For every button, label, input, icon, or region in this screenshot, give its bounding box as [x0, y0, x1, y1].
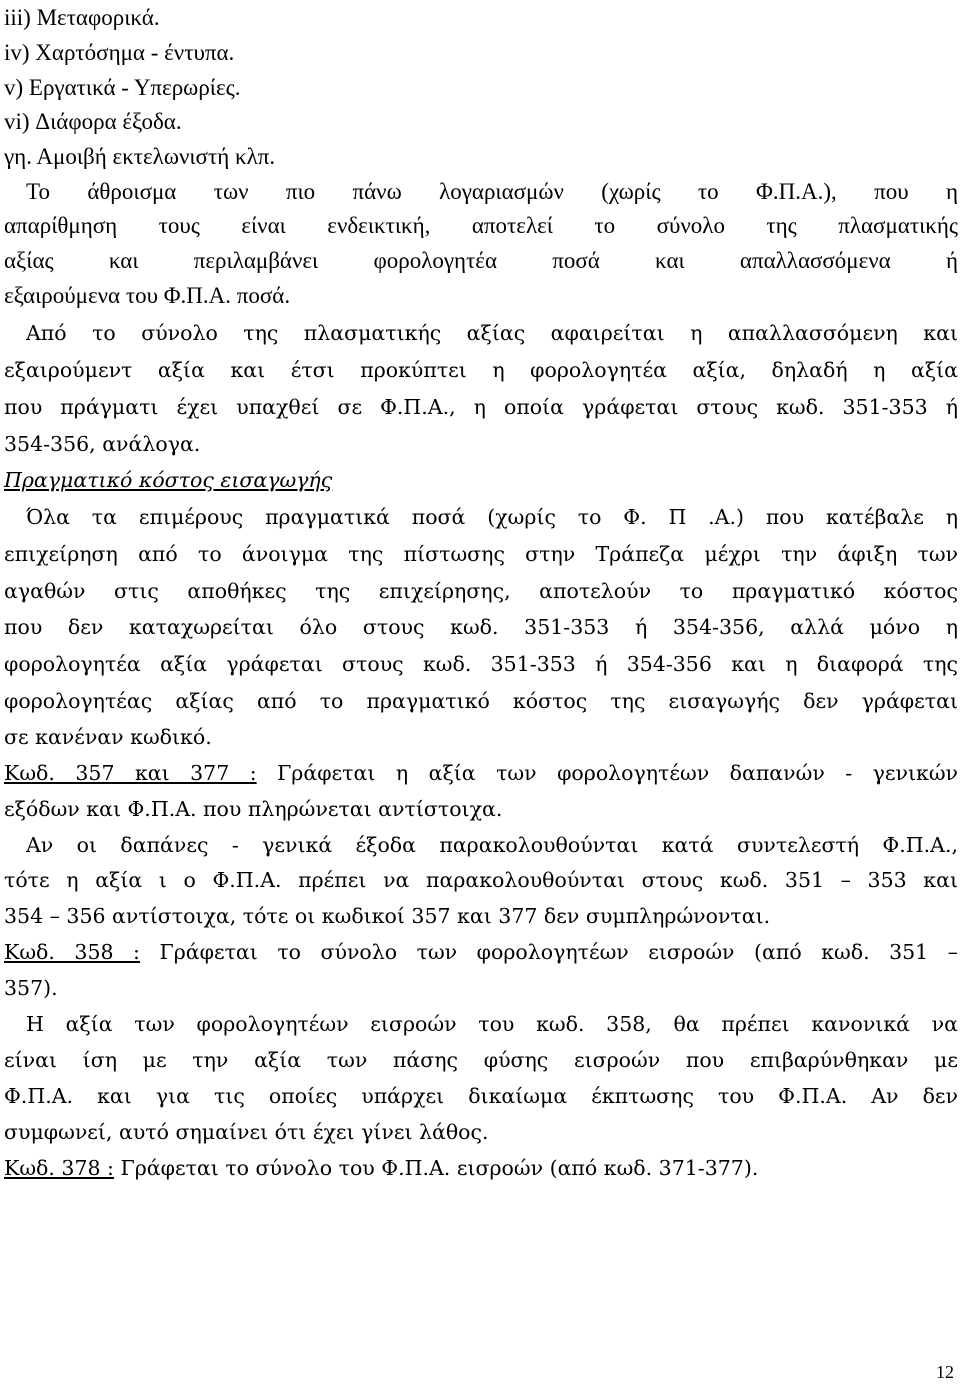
- paragraph-line: τότε η αξία ι ο Φ.Π.Α. πρέπει να παρακολουθούνται στους κωδ. 351 – 353 και: [4, 868, 958, 892]
- paragraph-line: που πράγματι έχει υπαχθεί σε Φ.Π.Α., η οποία γράφεται στους κωδ. 351-353 ή: [4, 395, 958, 419]
- code-357-text: Γράφεται η αξία των φορολογητέων δαπανών - γενικών: [256, 761, 958, 785]
- paragraph-line: 357).: [4, 976, 58, 1000]
- list-item: γη. Αμοιβή εκτελωνιστή κλπ.: [4, 144, 276, 169]
- list-item: vi) Διάφορα έξοδα.: [4, 109, 182, 134]
- list-item: iv) Χαρτόσημα - έντυπα.: [4, 40, 235, 65]
- paragraph-line: απαρίθμηση τους είναι ενδεικτική, αποτελεί το σύνολο της πλασματικής: [4, 213, 958, 238]
- section-heading-text: Πραγματικό κόστος εισαγωγής: [4, 468, 333, 492]
- paragraph-line: αγαθών στις αποθήκες της επιχείρησης, αποτελούν το πραγματικό κόστος: [4, 579, 958, 603]
- paragraph-line: εξαιρούμενα του Φ.Π.Α. ποσά.: [4, 283, 291, 308]
- code-378-label: Κωδ. 378 :: [4, 1156, 114, 1180]
- paragraph-line: Από το σύνολο της πλασματικής αξίας αφαιρείται η απαλλασσόμενη και: [26, 321, 958, 345]
- paragraph-line: 354-356, ανάλογα.: [4, 432, 201, 456]
- paragraph-line: φορολογητέα αξία γράφεται στους κωδ. 351-353 ή 354-356 και η διαφορά της: [4, 652, 958, 676]
- paragraph-line: επιχείρηση από το άνοιγμα της πίστωσης στην Τράπεζα μέχρι την άφιξη των: [4, 542, 958, 566]
- paragraph-line: αξίας και περιλαμβάνει φορολογητέα ποσά και απαλλασσόμενα ή: [4, 248, 958, 273]
- paragraph-line: Φ.Π.Α. και για τις οποίες υπάρχει δικαίωμα έκπτωσης του Φ.Π.Α. Αν δεν: [4, 1084, 958, 1108]
- paragraph-line: Όλα τα επιμέρους πραγματικά ποσά (χωρίς το Φ. Π .Α.) που κατέβαλε η: [26, 505, 958, 529]
- list-item: iii) Μεταφορικά.: [4, 5, 160, 30]
- paragraph-line: συμφωνεί, αυτό σημαίνει ότι έχει γίνει λάθος.: [4, 1120, 489, 1144]
- paragraph-line: που δεν καταχωρείται όλο στους κωδ. 351-353 ή 354-356, αλλά μόνο η: [4, 615, 958, 639]
- code-378-line: [4, 1150, 958, 1186]
- paragraph-line: φορολογητέας αξίας από το πραγματικό κόστος της εισαγωγής δεν γράφεται: [4, 689, 958, 713]
- section-heading: [4, 462, 958, 498]
- paragraph-line: εξόδων και Φ.Π.Α. που πληρώνεται αντίστοιχα.: [4, 797, 503, 821]
- paragraph-line: Αν οι δαπάνες - γενικά έξοδα παρακολουθούνται κατά συντελεστή Φ.Π.Α.,: [26, 833, 958, 857]
- paragraph-line: Το άθροισμα των πιο πάνω λογαριασμών (χωρίς το Φ.Π.Α.), που η: [26, 179, 958, 204]
- list-item: v) Εργατικά - Υπερωρίες.: [4, 75, 241, 100]
- code-358-line: [4, 934, 958, 970]
- code-358-label: Κωδ. 358 :: [4, 940, 140, 964]
- code-357-label: Κωδ. 357 και 377 :: [4, 761, 257, 785]
- paragraph-line: εξαιρούμεντ αξία και έτσι προκύπτει η φορολογητέα αξία, δηλαδή η αξία: [4, 358, 958, 382]
- paragraph-line: 354 – 356 αντίστοιχα, τότε οι κωδικοί 357 και 377 δεν συμπληρώνονται.: [4, 904, 771, 928]
- code-357-line: [4, 755, 958, 791]
- page-number: 12: [936, 1362, 954, 1382]
- paragraph-line: είναι ίση με την αξία των πάσης φύσης εισροών που επιβαρύνθηκαν με: [4, 1048, 958, 1072]
- paragraph-line: Η αξία των φορολογητέων εισροών του κωδ. 358, θα πρέπει κανονικά να: [26, 1012, 958, 1036]
- paragraph-line: σε κανέναν κωδικό.: [4, 725, 212, 749]
- code-378-text: Γράφεται το σύνολο του Φ.Π.Α. εισροών (από κωδ. 371-377).: [113, 1156, 759, 1180]
- code-358-text: Γράφεται το σύνολο των φορολογητέων εισροών (από κωδ. 351 –: [139, 940, 958, 964]
